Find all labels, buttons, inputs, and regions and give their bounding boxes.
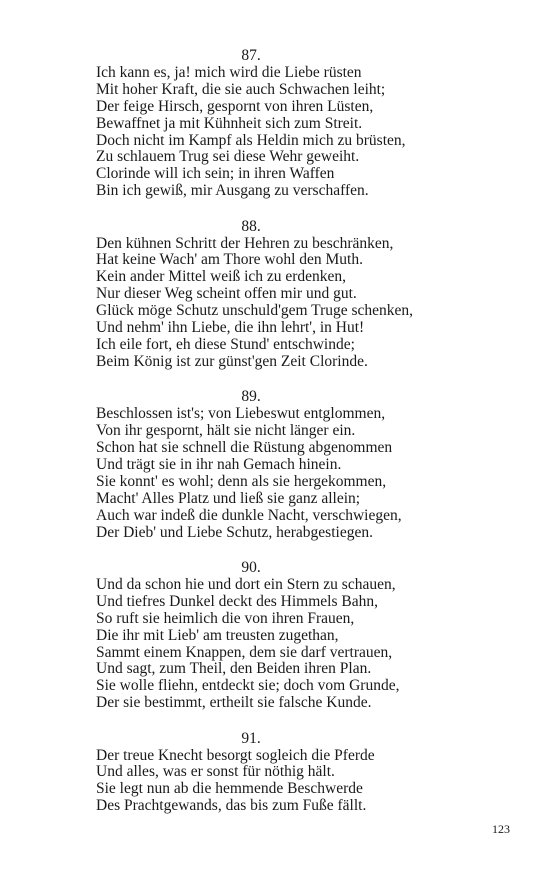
verse-line: Clorinde will ich sein; in ihren Waffen bbox=[96, 165, 335, 183]
verse-line: Den kühnen Schritt der Hehren zu beschränken, bbox=[96, 234, 394, 252]
verse-line: Von ihr gespornt, hält sie nicht länger ein. bbox=[96, 422, 356, 440]
stanza-number: 89. bbox=[241, 388, 261, 406]
verse-line: Hat keine Wach' am Thore wohl den Muth. bbox=[96, 251, 363, 269]
verse-line: Glück möge Schutz unschuld'gem Truge schenken, bbox=[96, 302, 414, 320]
verse-line: Und da schon hie und dort ein Stern zu schauen, bbox=[96, 575, 396, 593]
verse-line: Zu schlauem Trug sei diese Wehr geweiht. bbox=[96, 148, 360, 166]
verse-line: Der treue Knecht besorgt sogleich die Pferde bbox=[96, 746, 375, 764]
stanza-number: 91. bbox=[241, 729, 261, 747]
verse-line: Der feige Hirsch, gespornt von ihren Lüsten, bbox=[96, 97, 374, 115]
verse-line: Ich eile fort, eh diese Stund' entschwinde; bbox=[96, 336, 355, 353]
verse-line: Sie legt nun ab die hemmende Beschwerde bbox=[96, 780, 363, 798]
stanza-number: 87. bbox=[241, 47, 261, 64]
verse-line: Der Dieb' und Liebe Schutz, herabgestiegen. bbox=[96, 523, 373, 541]
verse-line: Die ihr mit Lieb' am treusten zugethan, bbox=[96, 626, 339, 644]
page-number: 123 bbox=[492, 822, 510, 836]
verse-line: Macht' Alles Platz und ließ sie ganz allein; bbox=[96, 489, 361, 507]
verse-line: Bewaffnet ja mit Kühnheit sich zum Streit. bbox=[96, 114, 363, 132]
verse-line: Sie konnt' es wohl; denn als sie hergekommen, bbox=[96, 472, 387, 490]
verse-line: Beschlossen ist's; von Liebeswut entglommen, bbox=[96, 405, 386, 423]
stanza-90 bbox=[96, 560, 516, 712]
verse-line: Schon hat sie schnell die Rüstung abgenommen bbox=[96, 439, 393, 457]
verse-line: Und trägt sie in ihr nah Gemach hinein. bbox=[96, 455, 342, 473]
verse-line: Und nehm' ihn Liebe, die ihn lehrt', in Hut! bbox=[96, 319, 365, 337]
stanza-87 bbox=[96, 48, 516, 200]
verse-line: So ruft sie heimlich die von ihren Frauen, bbox=[96, 609, 355, 627]
stanza-91 bbox=[96, 731, 516, 816]
verse-line: Mit hoher Kraft, die sie auch Schwachen leiht; bbox=[96, 80, 386, 98]
verse-line: Nur dieser Weg scheint offen mir und gut. bbox=[96, 285, 357, 303]
verse-line: Bin ich gewiß, mir Ausgang zu verschaffen. bbox=[96, 182, 369, 200]
verse-line: Sie wolle fliehn, entdeckt sie; doch vom Grunde, bbox=[96, 677, 400, 695]
verse-line: Und alles, was er sonst für nöthig hält. bbox=[96, 763, 335, 781]
verse-line: Und sagt, zum Theil, den Beiden ihren Plan. bbox=[96, 660, 372, 678]
verse-line: Des Prachtgewands, das bis zum Fuße fällt. bbox=[96, 797, 367, 815]
verse-line: Und tiefres Dunkel deckt des Himmels Bahn, bbox=[96, 592, 378, 610]
verse-line: Sammt einem Knappen, dem sie darf vertrauen, bbox=[96, 643, 393, 661]
verse-line: Ich kann es, ja! mich wird die Liebe rüsten bbox=[96, 63, 362, 81]
stanza-89 bbox=[96, 389, 516, 541]
stanza-number: 88. bbox=[241, 217, 261, 235]
stanza-88 bbox=[96, 219, 516, 371]
verse-line: Auch war indeß die dunkle Nacht, verschwiegen, bbox=[96, 506, 402, 524]
verse-line: Der sie bestimmt, ertheilt sie falsche Kunde. bbox=[96, 694, 372, 712]
stanza-number: 90. bbox=[241, 558, 261, 576]
verse-line: Doch nicht im Kampf als Heldin mich zu brüsten, bbox=[96, 131, 406, 149]
verse-line: Beim König ist zur günst'gen Zeit Clorinde. bbox=[96, 352, 368, 370]
verse-line: Kein ander Mittel weiß ich zu erdenken, bbox=[96, 268, 347, 286]
poem-text bbox=[96, 48, 516, 834]
